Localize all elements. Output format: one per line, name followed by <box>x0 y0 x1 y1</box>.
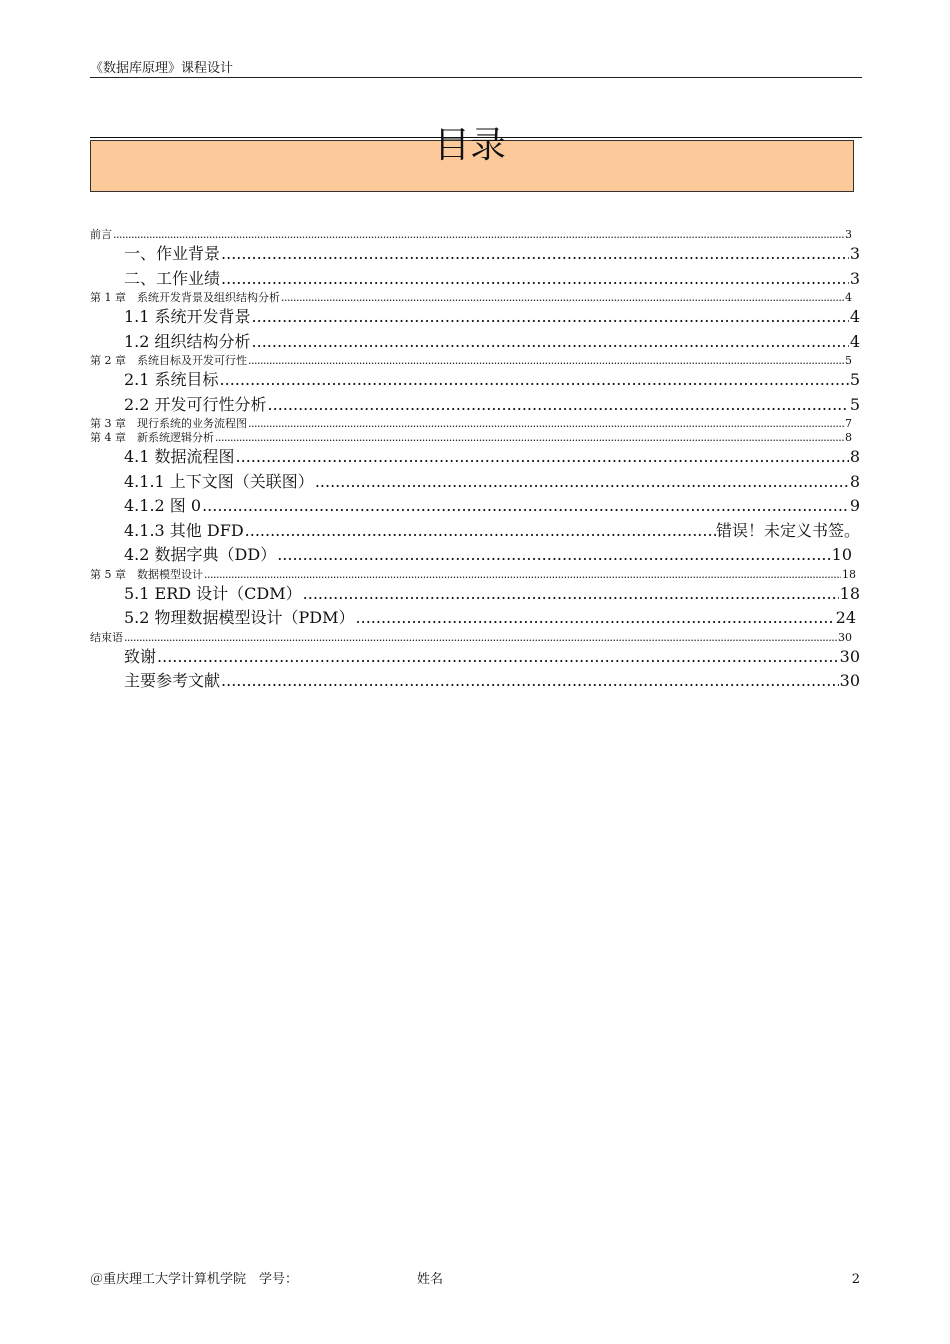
toc-entry-chapter-5[interactable]: 第 5 章 数据模型设计 ..... 18 <box>90 568 860 582</box>
toc-entry-chapter-4[interactable]: 第 4 章 新系统逻辑分析 ..... 8 <box>90 431 860 445</box>
toc-entry-5-1[interactable]: 5.1 ERD 设计（CDM） ..... 18 <box>90 582 860 607</box>
toc-entry-4-1-2[interactable]: 4.1.2 图 0 ..... 9 <box>90 494 860 519</box>
toc-entry-acknowledgements[interactable]: 致谢 ..... 30 <box>90 645 860 670</box>
toc-entry-background[interactable]: 一、作业背景 ..... 3 <box>90 242 860 267</box>
bookmark-error-text: 错误！未定义书签。 <box>715 520 860 540</box>
footer-institution: ＠重庆理工大学计算机学院 学号： <box>90 1272 299 1287</box>
footer-name-label: 姓名 <box>417 1272 444 1287</box>
toc-entry-1-1[interactable]: 1.1 系统开发背景 ..... 4 <box>90 305 860 330</box>
toc-entry-references[interactable]: 主要参考文献 ..... 30 <box>90 669 860 694</box>
toc-entry-2-2[interactable]: 2.2 开发可行性分析 ..... 5 <box>90 393 860 418</box>
toc-entry-4-2[interactable]: 4.2 数据字典（DD） ..... 10 <box>90 543 860 568</box>
page-header <box>90 60 862 78</box>
toc-entry-1-2[interactable]: 1.2 组织结构分析 ..... 4 <box>90 330 860 355</box>
toc-entry-chapter-3[interactable]: 第 3 章 现行系统的业务流程图 ..... 7 <box>90 417 860 431</box>
table-of-contents <box>90 228 860 694</box>
toc-entry-4-1[interactable]: 4.1 数据流程图 ..... 8 <box>90 445 860 470</box>
toc-entry-conclusion[interactable]: 结束语 ..... 30 <box>90 631 860 645</box>
toc-entry-2-1[interactable]: 2.1 系统目标 ..... 5 <box>90 368 860 393</box>
page-number: 2 <box>851 1272 860 1287</box>
toc-entry-preface[interactable]: 前言 ..... 3 <box>90 228 860 242</box>
toc-entry-4-1-3[interactable]: 4.1.3 其他 DFD ..... 错误！未定义书签。 <box>90 519 860 544</box>
toc-entry-achievements[interactable]: 二、工作业绩 ..... 3 <box>90 267 860 292</box>
toc-entry-chapter-2[interactable]: 第 2 章 系统目标及开发可行性 ..... 5 <box>90 354 860 368</box>
header-title: 《数据库原理》课程设计 <box>90 61 234 76</box>
toc-entry-4-1-1[interactable]: 4.1.1 上下文图（关联图） ..... 8 <box>90 470 860 495</box>
page-title: 目录 <box>433 125 506 166</box>
toc-entry-5-2[interactable]: 5.2 物理数据模型设计（PDM） ..... 24 <box>90 606 860 631</box>
toc-entry-chapter-1[interactable]: 第 1 章 系统开发背景及组织结构分析 ..... 4 <box>90 291 860 305</box>
